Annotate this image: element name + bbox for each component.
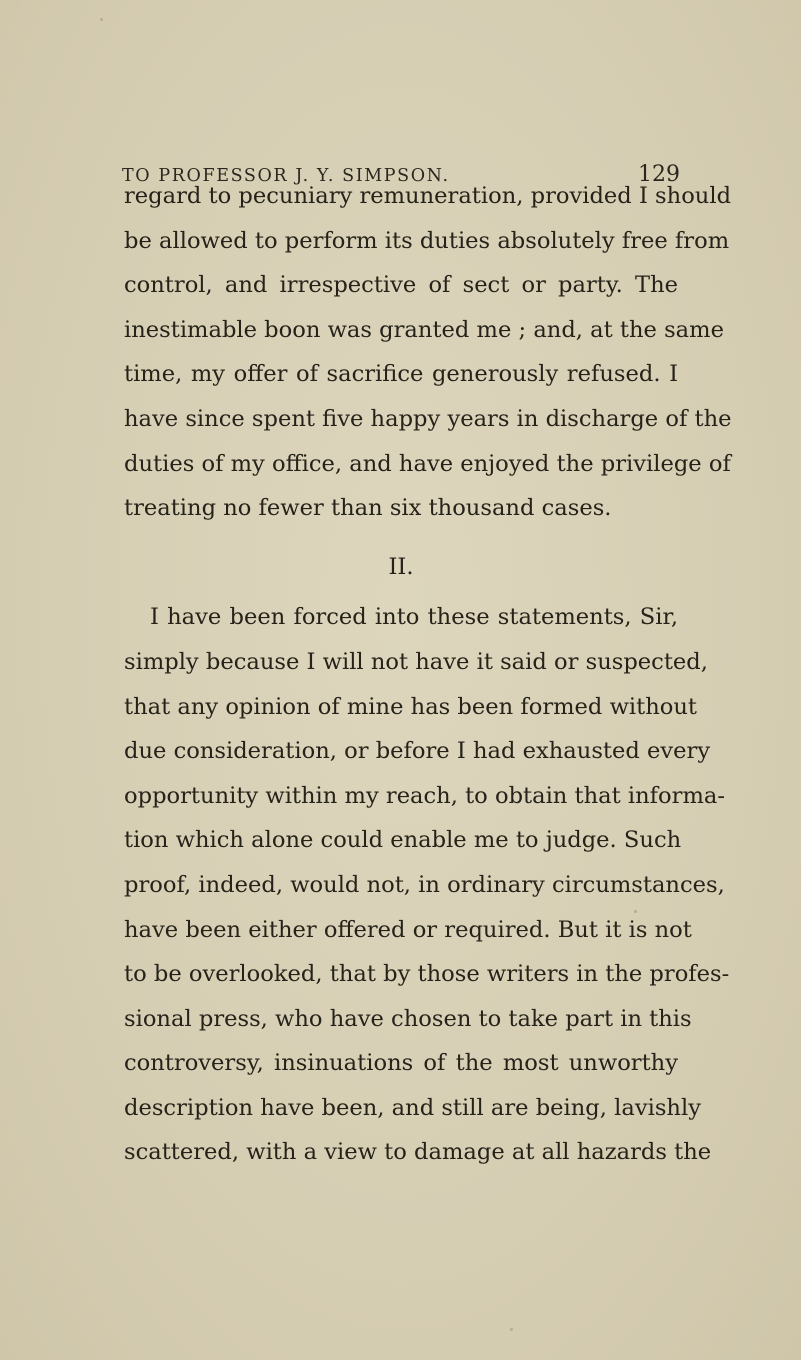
text-line: scattered, with a view to damage at all hazards the bbox=[124, 1139, 712, 1166]
text-line: duties of my office, and have enjoyed the privilege of bbox=[124, 450, 731, 477]
section-heading: II. bbox=[388, 553, 414, 580]
text-line: be allowed to perform its duties absolutely free from bbox=[124, 227, 730, 254]
text-line: inestimable boon was granted me ; and, at the same bbox=[124, 316, 724, 343]
text-line: have since spent five happy years in discharge of the bbox=[124, 405, 732, 432]
running-head: TO PROFESSOR J. Y. SIMPSON. bbox=[122, 166, 450, 186]
paragraph-2 bbox=[124, 595, 730, 1175]
paper-speck bbox=[634, 910, 637, 913]
text-line: proof, indeed, would not, in ordinary circumstances, bbox=[124, 871, 725, 898]
text-line: that any opinion of mine has been formed without bbox=[124, 693, 698, 720]
text-line: treating no fewer than six thousand cases. bbox=[124, 495, 612, 522]
text-line: due consideration, or before I had exhausted every bbox=[124, 738, 711, 765]
text-line: sional press, who have chosen to take part in this bbox=[124, 1005, 692, 1032]
page-number: 129 bbox=[638, 162, 680, 187]
text-line: to be overlooked, that by those writers in the profes- bbox=[124, 961, 730, 988]
text-line: time, my offer of sacrifice generously refused. I bbox=[124, 361, 678, 388]
text-line: simply because I will not have it said or suspected, bbox=[124, 648, 708, 675]
text-line: have been either offered or required. But it is not bbox=[124, 916, 692, 943]
text-line: tion which alone could enable me to judge. Such bbox=[124, 827, 682, 854]
text-line: regard to pecuniary remuneration, provided I should bbox=[124, 183, 732, 209]
text-line: control, and irrespective of sect or party. The bbox=[124, 272, 678, 299]
text-line: description have been, and still are being, lavishly bbox=[124, 1094, 701, 1121]
text-line: controversy, insinuations of the most unworthy bbox=[124, 1050, 678, 1077]
text-line: I have been forced into these statements, Sir, bbox=[150, 604, 678, 631]
paper-speck bbox=[100, 18, 103, 21]
paper-speck bbox=[510, 1328, 513, 1331]
text-line: opportunity within my reach, to obtain that informa- bbox=[124, 782, 725, 809]
